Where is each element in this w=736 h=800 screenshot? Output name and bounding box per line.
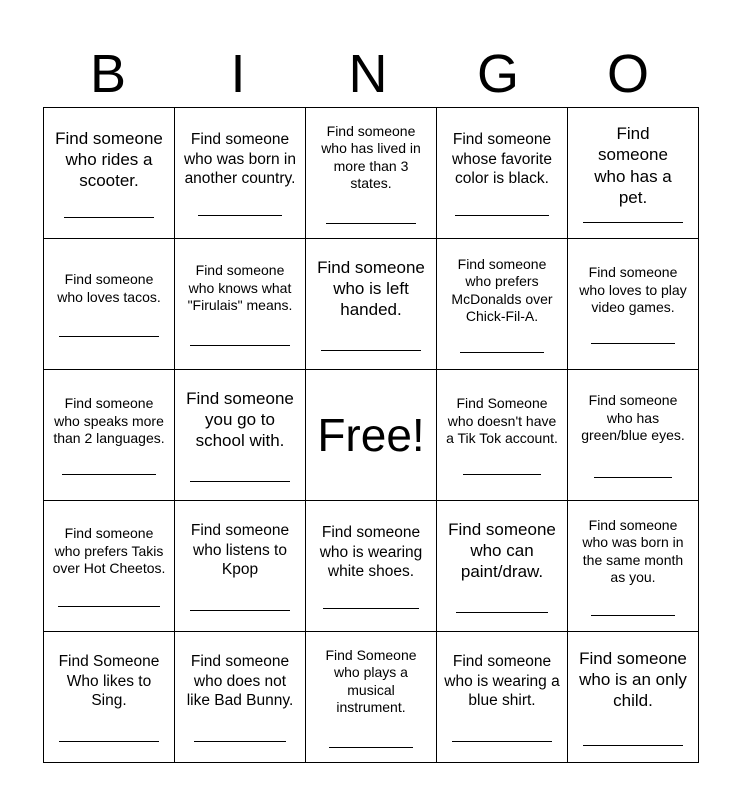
bingo-row [44,370,699,501]
cell-prompt: Find someone who has a pet. [594,124,672,207]
bingo-cell[interactable] [568,239,699,370]
bingo-cell[interactable] [568,108,699,239]
answer-line [323,608,420,609]
answer-line [190,481,289,482]
answer-line [456,612,548,613]
answer-line [463,474,541,475]
answer-line [583,745,682,746]
cell-prompt: Find someone who loves tacos. [57,271,161,305]
cell-prompt: Find someone who is an only child. [579,648,687,711]
bingo-row [44,108,699,239]
bingo-cell[interactable] [175,108,306,239]
bingo-cell[interactable] [175,239,306,370]
answer-line [591,343,676,344]
answer-line [321,350,420,351]
bingo-grid [43,107,699,763]
answer-line [58,606,159,607]
bingo-row [44,501,699,632]
cell-prompt: Find someone who listens to Kpop [190,522,290,579]
header-letter-n: N [348,44,388,104]
answer-line [583,222,682,223]
cell-prompt: Find Someone who plays a musical instrument. [325,646,417,715]
bingo-cell[interactable] [437,632,568,763]
bingo-cell[interactable] [175,632,306,763]
bingo-cell[interactable] [44,108,175,239]
header-letter-g: G [476,44,519,104]
bingo-cell[interactable] [175,501,306,632]
bingo-cell[interactable] [437,501,568,632]
cell-prompt: Find Someone Who likes to Sing. [58,653,160,710]
bingo-cell[interactable] [306,632,437,763]
cell-prompt: Find someone whose favorite color is black. [452,131,552,188]
answer-line [326,223,416,224]
answer-line [329,747,414,748]
answer-line [190,345,289,346]
answer-line [62,474,156,475]
cell-prompt: Find someone who was born in the same month as you. [582,516,684,585]
answer-line [452,741,551,742]
answer-line [455,215,549,216]
header-letter-i: I [230,44,246,104]
cell-prompt: Find someone who prefers Takis over Hot Cheetos. [52,525,166,577]
bingo-cell[interactable] [44,239,175,370]
answer-line [59,336,158,337]
cell-prompt: Find someone who prefers McDonalds over Chick-Fil-A. [451,255,553,324]
answer-line [59,741,158,742]
bingo-cell[interactable] [175,370,306,501]
answer-line [591,615,676,616]
cell-prompt: Find someone who knows what "Firulais" means. [187,262,293,314]
bingo-cell[interactable] [44,632,175,763]
cell-prompt: Find someone who was born in another country. [183,131,296,188]
cell-prompt: Find someone who is left handed. [317,257,425,320]
answer-line [594,477,672,478]
cell-prompt: Find someone who can paint/draw. [448,519,556,582]
cell-prompt: Find someone who does not like Bad Bunny. [186,653,294,710]
bingo-cell[interactable] [568,632,699,763]
bingo-cell[interactable] [437,239,568,370]
bingo-cell[interactable] [306,108,437,239]
free-space[interactable] [306,370,437,501]
cell-prompt: Find someone who has green/blue eyes. [581,392,685,444]
answer-line [460,352,545,353]
bingo-cell[interactable] [44,501,175,632]
bingo-row [44,632,699,763]
cell-prompt: Find someone who is wearing white shoes. [319,524,423,581]
header-letter-o: O [606,44,649,104]
cell-prompt: Find someone who is wearing a blue shirt. [444,653,560,710]
bingo-cell[interactable] [306,501,437,632]
bingo-cell[interactable] [306,239,437,370]
bingo-cell[interactable] [44,370,175,501]
cell-prompt: Find someone who loves to play video games. [579,264,687,316]
free-space-label: Free! [317,409,425,461]
answer-line [198,215,283,216]
cell-prompt: Find someone who rides a scooter. [55,128,163,191]
header-letter-b: B [89,44,127,104]
answer-line [194,741,286,742]
cell-prompt: Find Someone who doesn't have a Tik Tok account. [446,395,558,447]
answer-line [64,217,154,218]
cell-prompt: Find someone you go to school with. [186,388,294,451]
bingo-row [44,239,699,370]
cell-prompt: Find someone who speaks more than 2 languages. [53,395,165,447]
answer-line [190,610,289,611]
cell-prompt: Find someone who has lived in more than 3 states. [321,122,421,191]
bingo-header [43,40,693,108]
bingo-cell[interactable] [568,501,699,632]
bingo-cell[interactable] [437,108,568,239]
bingo-cell[interactable] [437,370,568,501]
bingo-cell[interactable] [568,370,699,501]
